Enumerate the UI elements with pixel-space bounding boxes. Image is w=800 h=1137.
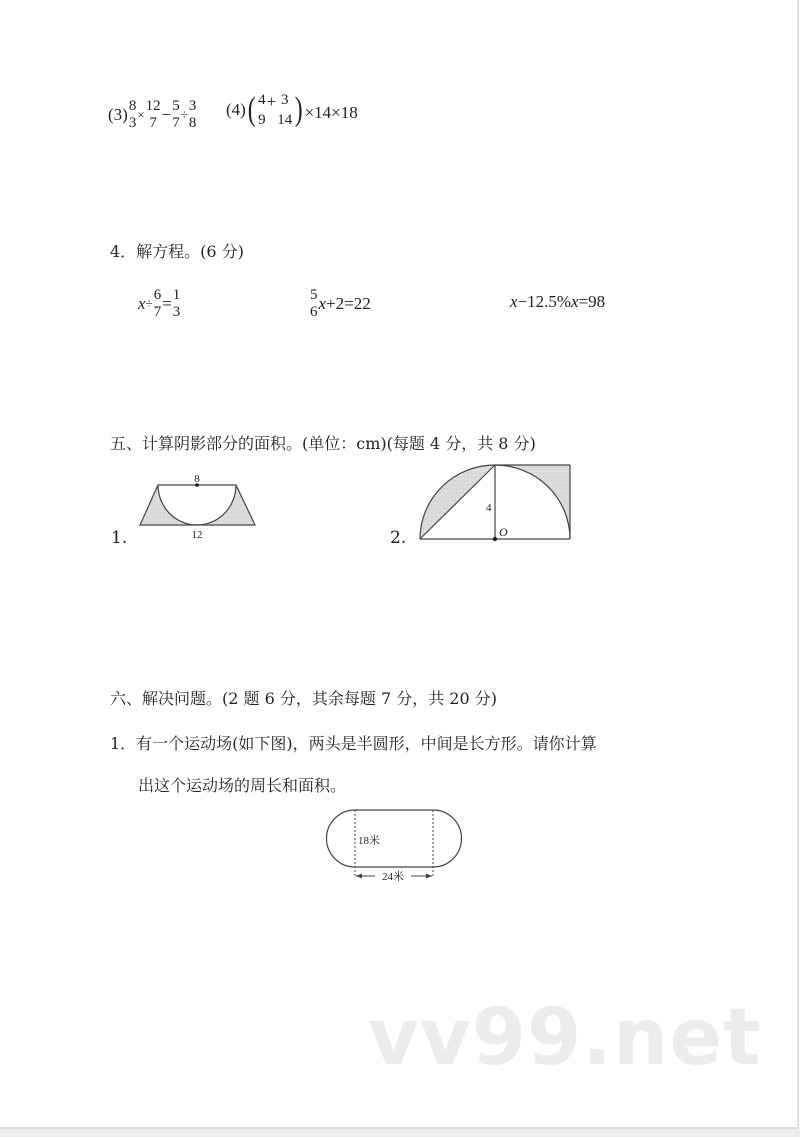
bottom-length-label: 12 — [191, 529, 203, 541]
equation-2 — [309, 287, 371, 321]
fraction: 3 14 — [277, 92, 293, 128]
section6-title: 六、解决问题。(2 题 6 分，其余每题 7 分，共 20 分) — [110, 689, 497, 708]
right-paren: ) — [294, 91, 303, 128]
calc-item-3 — [108, 98, 197, 132]
equation-rest: =98 — [578, 292, 606, 311]
equation-rest: +2=22 — [326, 294, 371, 313]
watermark: vv99.net — [368, 993, 762, 1083]
page-bottom-edge — [0, 1129, 800, 1137]
figure-trapezoid-semicircle — [135, 468, 265, 548]
fraction: 8 3 — [128, 98, 137, 131]
fraction: 4 9 — [258, 92, 266, 128]
figure-sports-field — [320, 805, 470, 885]
fraction: 5 7 — [172, 98, 180, 131]
variable: x — [571, 292, 579, 311]
operator: × — [137, 107, 145, 122]
variable: x — [138, 294, 146, 313]
fig2-label: 2. — [390, 528, 407, 548]
operator: − — [161, 105, 172, 124]
q1-text-line2: 出这个运动场的周长和面积。 — [138, 776, 347, 795]
fraction: 12 7 — [145, 98, 161, 131]
equation-mid: −12.5% — [517, 292, 572, 311]
expression-tail: ×14×18 — [304, 103, 358, 122]
equation-3 — [510, 292, 605, 312]
fraction: 5 6 — [310, 287, 318, 320]
fig1-label: 1. — [111, 528, 128, 548]
operator: ÷ — [180, 107, 188, 122]
calc-item-4 — [226, 90, 358, 130]
fraction: 1 3 — [172, 287, 181, 320]
operator: + — [266, 92, 277, 111]
variable: x — [510, 292, 518, 311]
operator: ÷ — [145, 296, 153, 311]
fraction: 6 7 — [153, 287, 162, 320]
item-label: (4) — [226, 100, 246, 119]
height-label: 4 — [486, 502, 492, 514]
figure-semicircle-square — [415, 460, 575, 544]
operator: = — [162, 294, 172, 313]
left-paren: ( — [247, 91, 256, 128]
width-label: 18米 — [358, 835, 380, 847]
q4-title: 4．解方程。(6 分) — [110, 242, 244, 261]
section5-title: 五、计算阴影部分的面积。(单位：cm)(每题 4 分，共 8 分) — [110, 434, 536, 453]
length-label: 24米 — [382, 871, 404, 883]
variable: x — [318, 294, 327, 313]
top-length-label: 8 — [194, 473, 200, 485]
item-label: (3) — [108, 105, 128, 124]
fraction: 3 8 — [188, 98, 197, 131]
q1-text-line1: 1．有一个运动场(如下图)，两头是半圆形，中间是长方形。请你计算 — [110, 734, 597, 753]
equation-1 — [138, 287, 181, 321]
center-label: O — [499, 525, 508, 539]
